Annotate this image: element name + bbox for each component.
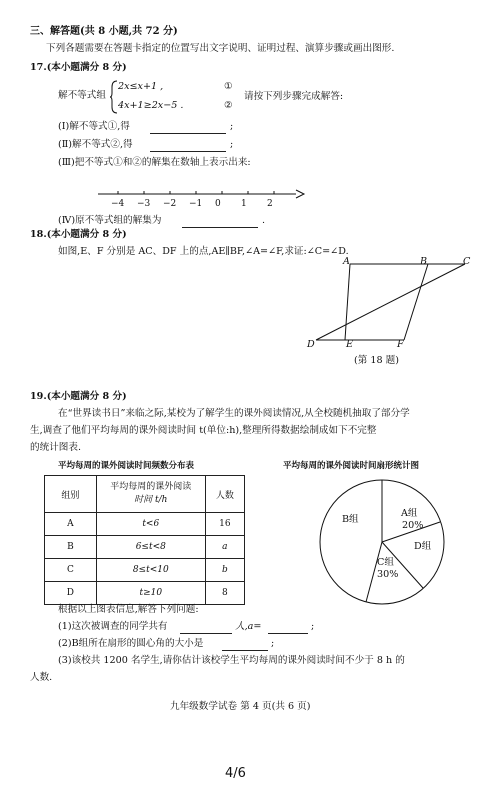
- q19-prompt: 根据以上图表信息,解答下列问题:: [58, 604, 199, 615]
- q19-sub-1b: 人,a=: [235, 621, 262, 632]
- header-time: 平均每周的课外阅读 时间 t/h: [96, 476, 205, 513]
- table-title: 平均每周的课外阅读时间频数分布表: [58, 461, 195, 471]
- q17-number: 17.(本小题满分 8 分): [30, 62, 127, 73]
- header-group: 组别: [45, 476, 97, 513]
- q17-step-3: (Ⅲ)把不等式①和②的解集在数轴上表示出来:: [58, 157, 251, 168]
- page-indicator: 4/6: [225, 766, 246, 781]
- table-row: B 6≤t<8 a: [45, 536, 245, 559]
- q18-caption: (第 18 题): [354, 355, 399, 366]
- axis-tick-label: −2: [163, 199, 177, 209]
- q19-number: 19.(本小题满分 8 分): [30, 391, 127, 402]
- q18-label-d: D: [307, 339, 315, 350]
- axis-tick-label: −4: [111, 199, 125, 209]
- q18-figure: [300, 250, 479, 370]
- pie-title: 平均每周的课外阅读时间扇形统计图: [283, 461, 420, 471]
- q17-answer-blank-2[interactable]: [150, 151, 226, 152]
- pie-label-b: B组: [342, 514, 359, 525]
- q17-inequality-1: 2x≤x+1 ,: [118, 81, 164, 92]
- axis-tick-label: −1: [189, 199, 203, 209]
- q17-step-1: (Ⅰ)解不等式①,得: [58, 121, 130, 132]
- q17-step-2: (Ⅱ)解不等式②,得: [58, 139, 133, 150]
- q19-sub-3b: 人数.: [30, 672, 53, 683]
- q19-paragraph-1: 在“世界读书日”来临之际,某校为了解学生的课外阅读情况,从全校随机抽取了部分学: [58, 408, 410, 419]
- page-footer: 九年级数学试卷 第 4 页(共 6 页): [170, 701, 311, 712]
- axis-tick-label: −3: [137, 199, 151, 209]
- number-line[interactable]: [98, 186, 308, 212]
- axis-tick-label: 2: [267, 199, 273, 209]
- q19-sub-1a: (1)这次被调查的同学共有: [58, 621, 168, 632]
- axis-tick-label: 1: [241, 199, 247, 209]
- frequency-table: [44, 475, 245, 605]
- table-row: D t≥10 8: [45, 582, 245, 605]
- q19-paragraph-3: 的统计图表.: [30, 442, 82, 453]
- q18-label-c: C: [463, 256, 471, 267]
- header-count: 人数: [205, 476, 244, 513]
- pie-label-d: D组: [414, 541, 432, 552]
- q17-mark-2: ②: [224, 100, 233, 111]
- q19-answer-blank-a[interactable]: [268, 633, 308, 634]
- axis-tick-label: 0: [215, 199, 221, 209]
- q18-label-b: B: [420, 256, 428, 267]
- pie-label-a: A组: [401, 508, 418, 519]
- q18-text: 如图,E、F 分别是 AC、DF 上的点,AE∥BF,∠A=∠F,求证:∠C=∠D.: [58, 246, 349, 257]
- q17-mark-1: ①: [224, 81, 233, 92]
- table-row: A t<6 16: [45, 513, 245, 536]
- q18-label-a: A: [343, 256, 350, 267]
- q17-inequality-2: 4x+1≥2x−5 .: [118, 100, 184, 111]
- q19-sub-2: (2)B组所在扇形的圆心角的大小是: [58, 638, 204, 649]
- q17-tail: 请按下列步骤完成解答:: [244, 91, 344, 102]
- q19-paragraph-2: 生,调查了他们平均每周的课外阅读时间 t(单位:h),整理所得数据绘制成如下不完整: [30, 425, 377, 436]
- q17-step-4: (Ⅳ)原不等式组的解集为: [58, 215, 162, 226]
- pie-label-c: C组: [377, 557, 394, 568]
- q18-label-e: E: [346, 339, 354, 350]
- q17-answer-blank-4[interactable]: [182, 227, 258, 228]
- pie-label-a-percent: 20%: [402, 520, 424, 531]
- q19-answer-blank-angle[interactable]: [222, 650, 268, 651]
- pie-label-c-percent: 30%: [377, 569, 399, 580]
- section-instruction: 下列各题需要在答题卡指定的位置写出文字说明、证明过程、演算步骤或画出图形.: [46, 43, 395, 54]
- q18-label-f: F: [397, 339, 404, 350]
- section-heading: 三、解答题(共 8 小题,共 72 分): [30, 26, 178, 37]
- q18-number: 18.(本小题满分 8 分): [30, 229, 127, 240]
- q19-answer-blank-total[interactable]: [180, 633, 232, 634]
- table-row: C 8≤t<10 b: [45, 559, 245, 582]
- q17-lead: 解不等式组: [58, 90, 106, 101]
- q19-sub-3a: (3)该校共 1200 名学生,请你估计该校学生平均每周的课外阅读时间不少于 8 h 的: [58, 655, 405, 666]
- q17-answer-blank-1[interactable]: [150, 133, 226, 134]
- q17-brace: [110, 80, 118, 114]
